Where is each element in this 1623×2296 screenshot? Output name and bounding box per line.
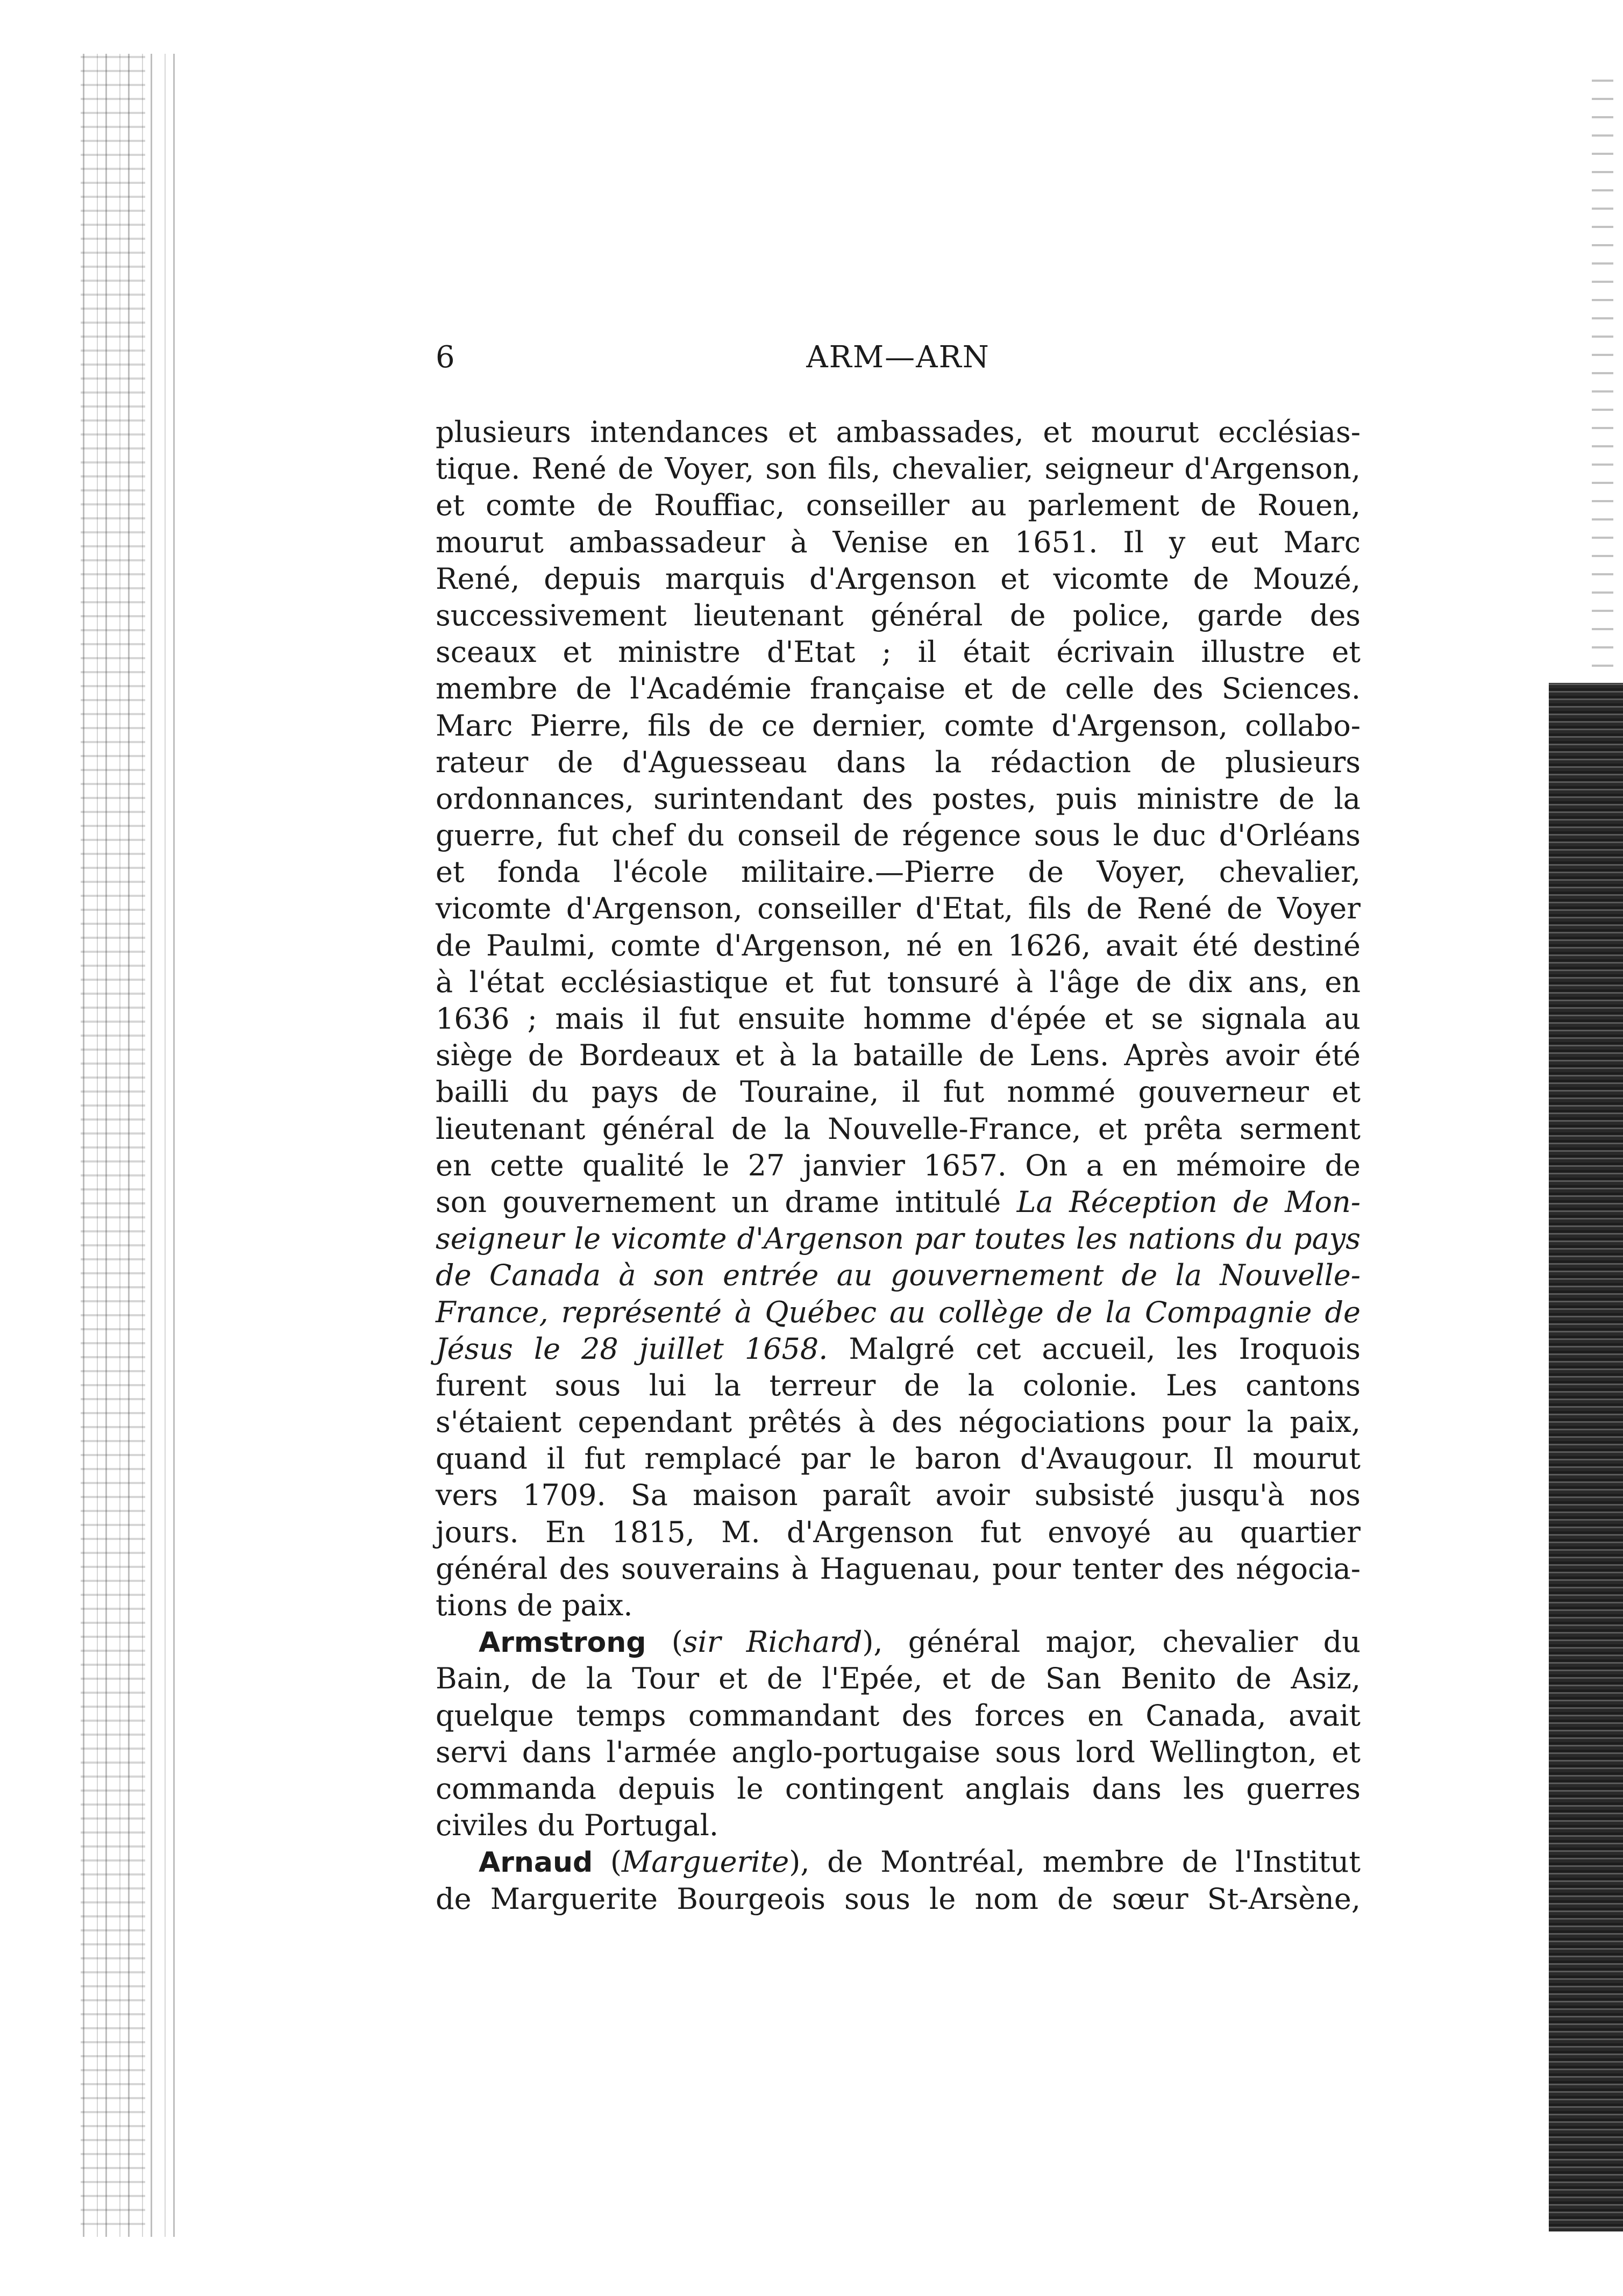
text-line: Bain, de la Tour et de l'Epée, et de San Benito de Asiz, <box>436 1662 1361 1696</box>
italic-title-line <box>436 1257 1361 1294</box>
text-line: vicomte d'Argenson, conseiller d'Etat, fils de René de Voyer <box>436 892 1361 926</box>
text-line: général des souverains à Haguenau, pour tenter des négocia- <box>436 1551 1361 1586</box>
entry-arnaud-first-line <box>436 1844 1361 1880</box>
page-number: 6 <box>436 340 455 375</box>
text-line: commanda depuis le contingent anglais dans les guerres <box>436 1771 1361 1806</box>
text-line: quelque temps commandant des forces en Canada, avait <box>436 1698 1361 1732</box>
text-line: en cette qualité le 27 janvier 1657. On a en mémoire de <box>436 1148 1361 1182</box>
italic-title-line <box>436 1294 1361 1331</box>
text-fragment: son gouvernement un drame intitulé <box>436 1185 1001 1219</box>
italic-title-fragment: La Réception de Mon- <box>1016 1185 1361 1219</box>
text-line: ordonnances, surintendant des postes, puis ministre de la <box>436 781 1361 816</box>
text-line: Marc Pierre, fils de ce dernier, comte d'Argenson, collabo- <box>436 708 1361 743</box>
italic-title-line <box>436 1221 1361 1257</box>
text-line: siège de Bordeaux et à la bataille de Lens. Après avoir été <box>436 1038 1361 1073</box>
scan-gutter-speckle <box>81 54 145 2237</box>
body-text <box>436 414 1361 1917</box>
text-line: de Marguerite Bourgeois sous le nom de sœur St-Arsène, <box>436 1881 1361 1916</box>
entry-name-italic: sir Richard <box>682 1625 863 1659</box>
text-line: tions de paix. <box>436 1588 633 1622</box>
text-line: s'étaient cependant prêtés à des négociations pour la paix, <box>436 1405 1361 1439</box>
text-line: René, depuis marquis d'Argenson et vicomte de Mouzé, <box>436 561 1361 596</box>
italic-title-fragment: de Canada à son entrée au gouvernement de la Nouvelle- <box>436 1258 1361 1293</box>
text-fragment: ), de Montréal, membre de l'Institut <box>789 1845 1361 1879</box>
text-line: quand il fut remplacé par le baron d'Avaugour. Il mourut <box>436 1442 1361 1476</box>
italic-title-line <box>436 1331 1361 1367</box>
page-header <box>436 340 1361 383</box>
text-line: et fonda l'école militaire.—Pierre de Voyer, chevalier, <box>436 855 1361 889</box>
text-line: et comte de Rouffiac, conseiller au parlement de Rouen, <box>436 488 1361 523</box>
italic-title-fragment: Jésus le 28 juillet 1658. <box>436 1331 828 1366</box>
entry-head-armstrong: Armstrong <box>479 1627 646 1659</box>
scan-edge-right-faint <box>1592 65 1613 683</box>
text-line: tique. René de Voyer, son fils, chevalier, seigneur d'Argenson, <box>436 452 1361 486</box>
text-fragment: ( <box>646 1625 683 1659</box>
text-fragment: ), général major, chevalier du <box>862 1625 1361 1659</box>
text-line: 1636 ; mais il fut ensuite homme d'épée et se signala au <box>436 1002 1361 1036</box>
entry-head-arnaud: Arnaud <box>479 1846 593 1879</box>
text-line: à l'état ecclésiastique et fut tonsuré à l'âge de dix ans, en <box>436 965 1361 999</box>
text-line: mourut ambassadeur à Venise en 1651. Il y eut Marc <box>436 525 1361 559</box>
text-line: successivement lieutenant général de police, garde des <box>436 598 1361 632</box>
text-line: furent sous lui la terreur de la colonie. Les cantons <box>436 1368 1361 1402</box>
entry-name-italic: Marguerite <box>621 1845 789 1879</box>
text-fragment: ( <box>593 1845 622 1879</box>
text-line: civiles du Portugal. <box>436 1808 719 1843</box>
text-line: servi dans l'armée anglo-portugaise sous lord Wellington, et <box>436 1735 1361 1769</box>
text-line: vers 1709. Sa maison paraît avoir subsisté jusqu'à nos <box>436 1478 1361 1513</box>
text-line: lieutenant général de la Nouvelle-France, et prêta serment <box>436 1111 1361 1146</box>
text-line-with-title <box>436 1184 1361 1221</box>
scan-edge-right <box>1549 683 1623 2231</box>
text-line: jours. En 1815, M. d'Argenson fut envoyé au quartier <box>436 1515 1361 1549</box>
entry-armstrong-first-line <box>436 1624 1361 1660</box>
italic-title-fragment: seigneur le vicomte d'Argenson par toutes les nations du pays <box>436 1222 1361 1256</box>
italic-title-fragment: France, représenté à Québec au collège de la Compagnie de <box>436 1295 1361 1329</box>
text-fragment: Malgré cet accueil, les Iroquois <box>828 1331 1361 1366</box>
text-line: rateur de d'Aguesseau dans la rédaction de plusieurs <box>436 745 1361 779</box>
text-line: guerre, fut chef du conseil de régence sous le duc d'Orléans <box>436 818 1361 853</box>
text-line: de Paulmi, comte d'Argenson, né en 1626, avait été destiné <box>436 928 1361 962</box>
text-line: sceaux et ministre d'Etat ; il était écrivain illustre et <box>436 635 1361 669</box>
text-line: membre de l'Académie française et de celle des Sciences. <box>436 672 1361 706</box>
text-line: plusieurs intendances et ambassades, et mourut ecclésias- <box>436 415 1361 449</box>
text-line: bailli du pays de Touraine, il fut nommé gouverneur et <box>436 1075 1361 1109</box>
running-head: ARM—ARN <box>806 340 990 375</box>
